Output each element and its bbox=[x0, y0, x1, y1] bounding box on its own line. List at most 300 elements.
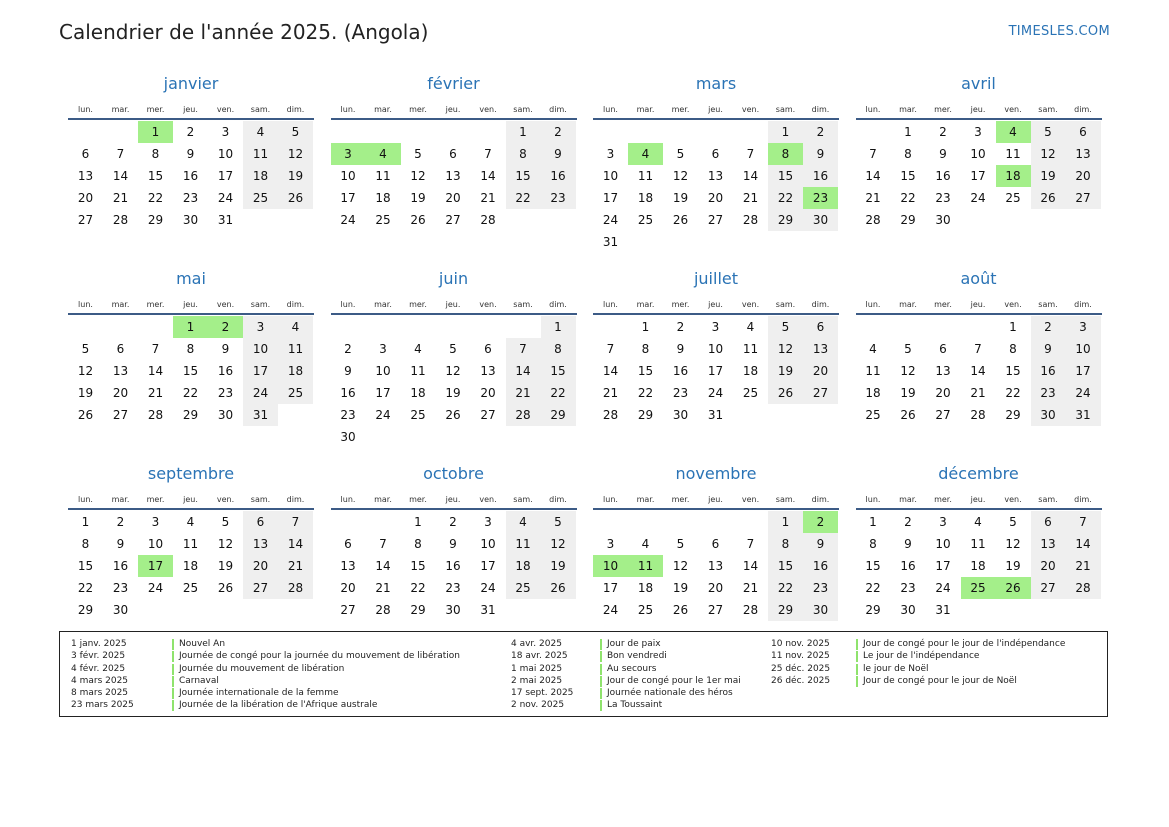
weekday-label: jeu. bbox=[708, 300, 723, 309]
day-cell: 26 bbox=[672, 603, 689, 617]
weekday-label: mer. bbox=[409, 495, 427, 504]
day-cell: 5 bbox=[676, 537, 685, 551]
weekday-label: lun. bbox=[340, 105, 356, 114]
day-cell: 21 bbox=[742, 581, 759, 595]
month-10 bbox=[331, 464, 577, 654]
weekday-label: jeu. bbox=[183, 105, 198, 114]
day-cell: 21 bbox=[865, 191, 881, 205]
day-cell: 2 bbox=[939, 125, 947, 139]
day-cell: 15 bbox=[1005, 364, 1021, 378]
legend-holiday-name: La Toussaint bbox=[600, 700, 662, 711]
day-cell: 18 bbox=[243, 165, 278, 187]
day-cell: 12 bbox=[900, 364, 916, 378]
weekday-label: lun. bbox=[340, 300, 356, 309]
day-cell: 14 bbox=[480, 169, 496, 183]
month-name: juin bbox=[438, 269, 469, 288]
holiday-day: 1 bbox=[173, 316, 208, 338]
month-5 bbox=[68, 269, 314, 459]
day-cell: 20 bbox=[707, 191, 724, 205]
day-cell: 18 bbox=[278, 360, 313, 382]
day-cell: 11 bbox=[410, 364, 426, 378]
day-cell: 6 bbox=[1066, 121, 1101, 143]
day-cell: 17 bbox=[480, 559, 496, 573]
day-cell: 5 bbox=[676, 147, 685, 161]
day-cell: 30 bbox=[217, 408, 234, 422]
day-cell: 10 bbox=[217, 147, 234, 161]
day-cell: 22 bbox=[865, 581, 881, 595]
day-cell: 20 bbox=[77, 191, 94, 205]
day-cell: 14 bbox=[742, 169, 759, 183]
day-cell: 21 bbox=[742, 191, 759, 205]
day-cell: 16 bbox=[541, 165, 576, 187]
day-cell: 29 bbox=[147, 213, 164, 227]
day-cell: 12 bbox=[672, 169, 689, 183]
day-cell: 22 bbox=[147, 191, 164, 205]
day-cell: 21 bbox=[278, 555, 313, 577]
legend-date: 4 mars 2025 bbox=[71, 675, 129, 686]
day-cell: 6 bbox=[344, 537, 352, 551]
day-cell: 13 bbox=[935, 364, 951, 378]
header-rule bbox=[593, 118, 839, 120]
holiday-day: 4 bbox=[628, 143, 663, 165]
day-cell: 26 bbox=[278, 187, 313, 209]
day-cell: 7 bbox=[606, 342, 615, 356]
legend-holiday-name: Journée de congé pour la journée du mouvement de libération bbox=[172, 651, 460, 662]
day-cell: 19 bbox=[1031, 165, 1066, 187]
day-cell: 24 bbox=[970, 191, 986, 205]
weekday-label: mer. bbox=[671, 300, 690, 309]
holiday-day: 4 bbox=[996, 121, 1031, 143]
weekday-label: lun. bbox=[865, 105, 881, 114]
holiday-day: 4 bbox=[366, 143, 401, 165]
legend-holiday-name: Carnaval bbox=[172, 676, 219, 687]
day-cell: 10 bbox=[1066, 338, 1101, 360]
day-cell: 1 bbox=[414, 515, 422, 529]
day-cell: 25 bbox=[637, 213, 654, 227]
weekday-label: lun. bbox=[603, 105, 618, 114]
day-cell: 8 bbox=[506, 143, 541, 165]
day-cell: 4 bbox=[186, 515, 195, 529]
day-cell: 20 bbox=[935, 386, 951, 400]
header-rule bbox=[331, 118, 577, 120]
month-name: janvier bbox=[163, 74, 219, 93]
day-cell: 30 bbox=[445, 603, 461, 617]
day-cell: 12 bbox=[77, 364, 94, 378]
weekday-label: jeu. bbox=[445, 300, 461, 309]
day-cell: 13 bbox=[480, 364, 496, 378]
day-cell: 13 bbox=[1031, 533, 1066, 555]
weekday-label: lun. bbox=[78, 105, 93, 114]
day-cell: 20 bbox=[243, 555, 278, 577]
legend-holiday-name: Le jour de l'indépendance bbox=[856, 651, 979, 662]
weekday-label: jeu. bbox=[708, 495, 723, 504]
day-cell: 10 bbox=[375, 364, 391, 378]
day-cell: 30 bbox=[803, 599, 838, 621]
day-cell: 12 bbox=[410, 169, 426, 183]
weekday-label: mer. bbox=[146, 105, 165, 114]
day-cell: 10 bbox=[602, 169, 619, 183]
day-cell: 12 bbox=[541, 533, 576, 555]
day-cell: 9 bbox=[803, 143, 838, 165]
day-cell: 24 bbox=[375, 408, 391, 422]
header-rule bbox=[856, 313, 1102, 315]
month-name: octobre bbox=[423, 464, 484, 483]
header-rule bbox=[331, 313, 577, 315]
day-cell: 6 bbox=[803, 316, 838, 338]
day-cell: 18 bbox=[637, 191, 654, 205]
legend-date: 10 nov. 2025 bbox=[771, 639, 830, 649]
day-cell: 23 bbox=[900, 581, 916, 595]
day-cell: 30 bbox=[900, 603, 916, 617]
legend-holiday-name: Jour de paix bbox=[600, 639, 661, 650]
day-cell: 14 bbox=[112, 169, 129, 183]
weekday-label: sam. bbox=[250, 105, 271, 114]
day-cell: 6 bbox=[711, 147, 720, 161]
day-cell: 5 bbox=[449, 342, 457, 356]
day-cell: 19 bbox=[672, 581, 689, 595]
day-cell: 2 bbox=[116, 515, 125, 529]
day-cell: 15 bbox=[637, 364, 654, 378]
weekday-label: dim. bbox=[811, 495, 830, 504]
weekday-label: dim. bbox=[549, 105, 567, 114]
day-cell: 23 bbox=[182, 191, 199, 205]
day-cell: 27 bbox=[77, 213, 94, 227]
day-cell: 2 bbox=[904, 515, 912, 529]
day-cell: 14 bbox=[865, 169, 881, 183]
day-cell: 1 bbox=[768, 121, 803, 143]
month-name: février bbox=[427, 74, 480, 93]
weekday-label: mar. bbox=[111, 105, 130, 114]
day-cell: 24 bbox=[217, 191, 234, 205]
day-cell: 8 bbox=[768, 533, 803, 555]
day-cell: 22 bbox=[506, 187, 541, 209]
day-cell: 28 bbox=[970, 408, 986, 422]
day-cell: 17 bbox=[340, 191, 356, 205]
day-cell: 27 bbox=[243, 577, 278, 599]
weekday-label: lun. bbox=[78, 495, 93, 504]
site-link[interactable]: TIMESLES.COM bbox=[1008, 24, 1110, 39]
day-cell: 17 bbox=[602, 191, 619, 205]
day-cell: 7 bbox=[974, 342, 982, 356]
legend-holiday-name: Jour de congé pour le jour de Noël bbox=[856, 676, 1017, 687]
weekday-label: lun. bbox=[340, 495, 356, 504]
day-cell: 30 bbox=[1031, 404, 1066, 426]
day-cell: 29 bbox=[182, 408, 199, 422]
legend-date: 1 mai 2025 bbox=[511, 663, 563, 674]
weekday-label: sam. bbox=[1038, 105, 1058, 114]
weekday-label: ven. bbox=[1004, 300, 1022, 309]
day-cell: 28 bbox=[112, 213, 129, 227]
day-cell: 10 bbox=[707, 342, 724, 356]
day-cell: 4 bbox=[869, 342, 877, 356]
day-cell: 29 bbox=[768, 599, 803, 621]
weekday-label: ven. bbox=[741, 105, 760, 114]
day-cell: 16 bbox=[112, 559, 129, 573]
day-cell: 9 bbox=[449, 537, 457, 551]
weekday-label: sam. bbox=[250, 495, 271, 504]
day-cell: 21 bbox=[970, 386, 986, 400]
day-cell: 3 bbox=[1066, 316, 1101, 338]
legend-date: 4 févr. 2025 bbox=[71, 663, 126, 674]
legend-date: 1 janv. 2025 bbox=[71, 639, 127, 649]
day-cell: 11 bbox=[278, 338, 313, 360]
day-cell: 8 bbox=[869, 537, 877, 551]
day-cell: 1 bbox=[768, 511, 803, 533]
weekday-label: mer. bbox=[409, 300, 427, 309]
legend-date: 8 mars 2025 bbox=[71, 688, 129, 699]
day-cell: 5 bbox=[1031, 121, 1066, 143]
day-cell: 11 bbox=[182, 537, 199, 551]
day-cell: 23 bbox=[445, 581, 461, 595]
day-cell: 23 bbox=[541, 187, 576, 209]
weekday-label: dim. bbox=[549, 495, 567, 504]
day-cell: 15 bbox=[506, 165, 541, 187]
legend-date: 11 nov. 2025 bbox=[771, 651, 830, 662]
weekday-label: sam. bbox=[775, 105, 796, 114]
day-cell: 28 bbox=[147, 408, 164, 422]
day-cell: 22 bbox=[768, 577, 803, 599]
day-cell: 13 bbox=[1066, 143, 1101, 165]
weekday-label: mer. bbox=[146, 300, 165, 309]
day-cell: 13 bbox=[707, 169, 724, 183]
month-name: mai bbox=[176, 269, 206, 288]
weekday-label: mer. bbox=[671, 495, 690, 504]
day-cell: 29 bbox=[410, 603, 426, 617]
day-cell: 19 bbox=[445, 386, 461, 400]
weekday-label: ven. bbox=[479, 105, 497, 114]
weekday-label: dim. bbox=[1074, 495, 1092, 504]
page-title: Calendrier de l'année 2025. (Angola) bbox=[59, 20, 429, 44]
day-cell: 24 bbox=[602, 603, 619, 617]
day-cell: 1 bbox=[641, 320, 650, 334]
day-cell: 31 bbox=[1066, 404, 1101, 426]
weekday-label: sam. bbox=[1038, 495, 1058, 504]
day-cell: 11 bbox=[970, 537, 986, 551]
holiday-day: 2 bbox=[803, 511, 838, 533]
day-cell: 20 bbox=[112, 386, 129, 400]
day-cell: 23 bbox=[340, 408, 356, 422]
weekday-label: ven. bbox=[741, 300, 760, 309]
day-cell: 22 bbox=[768, 187, 803, 209]
day-cell: 11 bbox=[243, 143, 278, 165]
day-cell: 13 bbox=[77, 169, 94, 183]
day-cell: 18 bbox=[375, 191, 391, 205]
day-cell: 15 bbox=[147, 169, 164, 183]
day-cell: 25 bbox=[375, 213, 391, 227]
day-cell: 24 bbox=[935, 581, 951, 595]
day-cell: 3 bbox=[221, 125, 230, 139]
month-3 bbox=[593, 74, 839, 264]
month-2 bbox=[331, 74, 577, 264]
day-cell: 25 bbox=[506, 577, 541, 599]
day-cell: 3 bbox=[379, 342, 387, 356]
day-cell: 17 bbox=[1066, 360, 1101, 382]
day-cell: 1 bbox=[506, 121, 541, 143]
day-cell: 17 bbox=[935, 559, 951, 573]
day-cell: 22 bbox=[637, 386, 654, 400]
day-cell: 15 bbox=[77, 559, 94, 573]
day-cell: 2 bbox=[186, 125, 195, 139]
month-12 bbox=[856, 464, 1102, 654]
day-cell: 27 bbox=[340, 603, 356, 617]
header-rule bbox=[331, 508, 577, 510]
day-cell: 5 bbox=[904, 342, 912, 356]
day-cell: 26 bbox=[900, 408, 916, 422]
weekday-label: sam. bbox=[513, 300, 533, 309]
day-cell: 16 bbox=[900, 559, 916, 573]
day-cell: 22 bbox=[900, 191, 916, 205]
day-cell: 20 bbox=[1066, 165, 1101, 187]
weekday-label: sam. bbox=[775, 300, 796, 309]
holiday-day: 26 bbox=[996, 577, 1031, 599]
day-cell: 30 bbox=[803, 209, 838, 231]
month-name: décembre bbox=[938, 464, 1019, 483]
month-4 bbox=[856, 74, 1102, 264]
day-cell: 31 bbox=[935, 603, 951, 617]
day-cell: 27 bbox=[112, 408, 129, 422]
day-cell: 6 bbox=[939, 342, 947, 356]
day-cell: 29 bbox=[865, 603, 881, 617]
day-cell: 12 bbox=[1005, 537, 1021, 551]
weekday-label: mer. bbox=[146, 495, 165, 504]
month-name: avril bbox=[961, 74, 996, 93]
day-cell: 21 bbox=[506, 382, 541, 404]
day-cell: 4 bbox=[243, 121, 278, 143]
day-cell: 14 bbox=[278, 533, 313, 555]
weekday-label: mar. bbox=[374, 105, 392, 114]
weekday-label: lun. bbox=[603, 300, 618, 309]
weekday-label: sam. bbox=[775, 495, 796, 504]
day-cell: 19 bbox=[278, 165, 313, 187]
day-cell: 26 bbox=[410, 213, 426, 227]
day-cell: 4 bbox=[414, 342, 422, 356]
legend-holiday-name: Journée du mouvement de libération bbox=[172, 664, 344, 675]
day-cell: 8 bbox=[541, 338, 576, 360]
weekday-label: ven. bbox=[741, 495, 760, 504]
legend-holiday-name: Au secours bbox=[600, 664, 657, 675]
weekday-label: ven. bbox=[216, 495, 235, 504]
day-cell: 7 bbox=[1066, 511, 1101, 533]
day-cell: 14 bbox=[147, 364, 164, 378]
day-cell: 21 bbox=[147, 386, 164, 400]
day-cell: 1 bbox=[869, 515, 877, 529]
weekday-label: mar. bbox=[374, 495, 392, 504]
day-cell: 19 bbox=[1005, 559, 1021, 573]
day-cell: 8 bbox=[81, 537, 90, 551]
day-cell: 25 bbox=[865, 408, 881, 422]
day-cell: 10 bbox=[480, 537, 496, 551]
day-cell: 3 bbox=[974, 125, 982, 139]
day-cell: 25 bbox=[243, 187, 278, 209]
legend-holiday-name: Journée internationale de la femme bbox=[172, 688, 339, 699]
day-cell: 8 bbox=[641, 342, 650, 356]
day-cell: 26 bbox=[217, 581, 234, 595]
day-cell: 6 bbox=[711, 537, 720, 551]
day-cell: 4 bbox=[641, 537, 650, 551]
day-cell: 18 bbox=[410, 386, 426, 400]
day-cell: 21 bbox=[1066, 555, 1101, 577]
header-rule bbox=[593, 313, 839, 315]
day-cell: 27 bbox=[935, 408, 951, 422]
day-cell: 5 bbox=[768, 316, 803, 338]
day-cell: 24 bbox=[340, 213, 356, 227]
day-cell: 2 bbox=[541, 121, 576, 143]
holiday-day: 1 bbox=[138, 121, 173, 143]
day-cell: 15 bbox=[410, 559, 426, 573]
day-cell: 22 bbox=[410, 581, 426, 595]
day-cell: 13 bbox=[803, 338, 838, 360]
day-cell: 10 bbox=[970, 147, 986, 161]
day-cell: 31 bbox=[480, 603, 496, 617]
day-cell: 9 bbox=[803, 533, 838, 555]
day-cell: 18 bbox=[742, 364, 759, 378]
weekday-label: sam. bbox=[513, 105, 533, 114]
weekday-label: dim. bbox=[286, 300, 305, 309]
weekday-label: mar. bbox=[111, 300, 130, 309]
day-cell: 14 bbox=[506, 360, 541, 382]
day-cell: 22 bbox=[182, 386, 199, 400]
day-cell: 15 bbox=[865, 559, 881, 573]
legend-date: 2 nov. 2025 bbox=[511, 700, 565, 711]
legend-holiday-name: Bon vendredi bbox=[600, 651, 667, 662]
day-cell: 12 bbox=[278, 143, 313, 165]
weekday-label: ven. bbox=[1004, 495, 1022, 504]
day-cell: 20 bbox=[803, 360, 838, 382]
day-cell: 23 bbox=[935, 191, 951, 205]
day-cell: 26 bbox=[1031, 187, 1066, 209]
day-cell: 13 bbox=[340, 559, 356, 573]
day-cell: 26 bbox=[445, 408, 461, 422]
day-cell: 29 bbox=[637, 408, 654, 422]
day-cell: 5 bbox=[278, 121, 313, 143]
day-cell: 19 bbox=[900, 386, 916, 400]
day-cell: 16 bbox=[1031, 360, 1066, 382]
day-cell: 29 bbox=[900, 213, 916, 227]
weekday-label: jeu. bbox=[183, 495, 198, 504]
holiday-day: 3 bbox=[331, 143, 366, 165]
day-cell: 28 bbox=[278, 577, 313, 599]
header-rule bbox=[68, 508, 314, 510]
day-cell: 5 bbox=[81, 342, 90, 356]
day-cell: 14 bbox=[375, 559, 391, 573]
weekday-label: jeu. bbox=[970, 105, 986, 114]
day-cell: 10 bbox=[147, 537, 164, 551]
day-cell: 16 bbox=[182, 169, 199, 183]
day-cell: 13 bbox=[243, 533, 278, 555]
day-cell: 12 bbox=[217, 537, 234, 551]
legend-date: 4 avr. 2025 bbox=[511, 639, 562, 649]
month-name: novembre bbox=[675, 464, 757, 483]
day-cell: 28 bbox=[1066, 577, 1101, 599]
weekday-label: ven. bbox=[216, 105, 235, 114]
day-cell: 15 bbox=[768, 555, 803, 577]
header-rule bbox=[856, 118, 1102, 120]
day-cell: 7 bbox=[506, 338, 541, 360]
month-name: juillet bbox=[693, 269, 739, 288]
day-cell: 3 bbox=[606, 537, 615, 551]
day-cell: 16 bbox=[935, 169, 951, 183]
holiday-day: 18 bbox=[996, 165, 1031, 187]
weekday-label: lun. bbox=[78, 300, 93, 309]
weekday-label: dim. bbox=[1074, 300, 1092, 309]
day-cell: 24 bbox=[707, 386, 724, 400]
weekday-label: mar. bbox=[636, 300, 655, 309]
day-cell: 19 bbox=[672, 191, 689, 205]
day-cell: 4 bbox=[506, 511, 541, 533]
weekday-label: lun. bbox=[865, 300, 881, 309]
day-cell: 23 bbox=[672, 386, 689, 400]
weekday-label: jeu. bbox=[183, 300, 198, 309]
